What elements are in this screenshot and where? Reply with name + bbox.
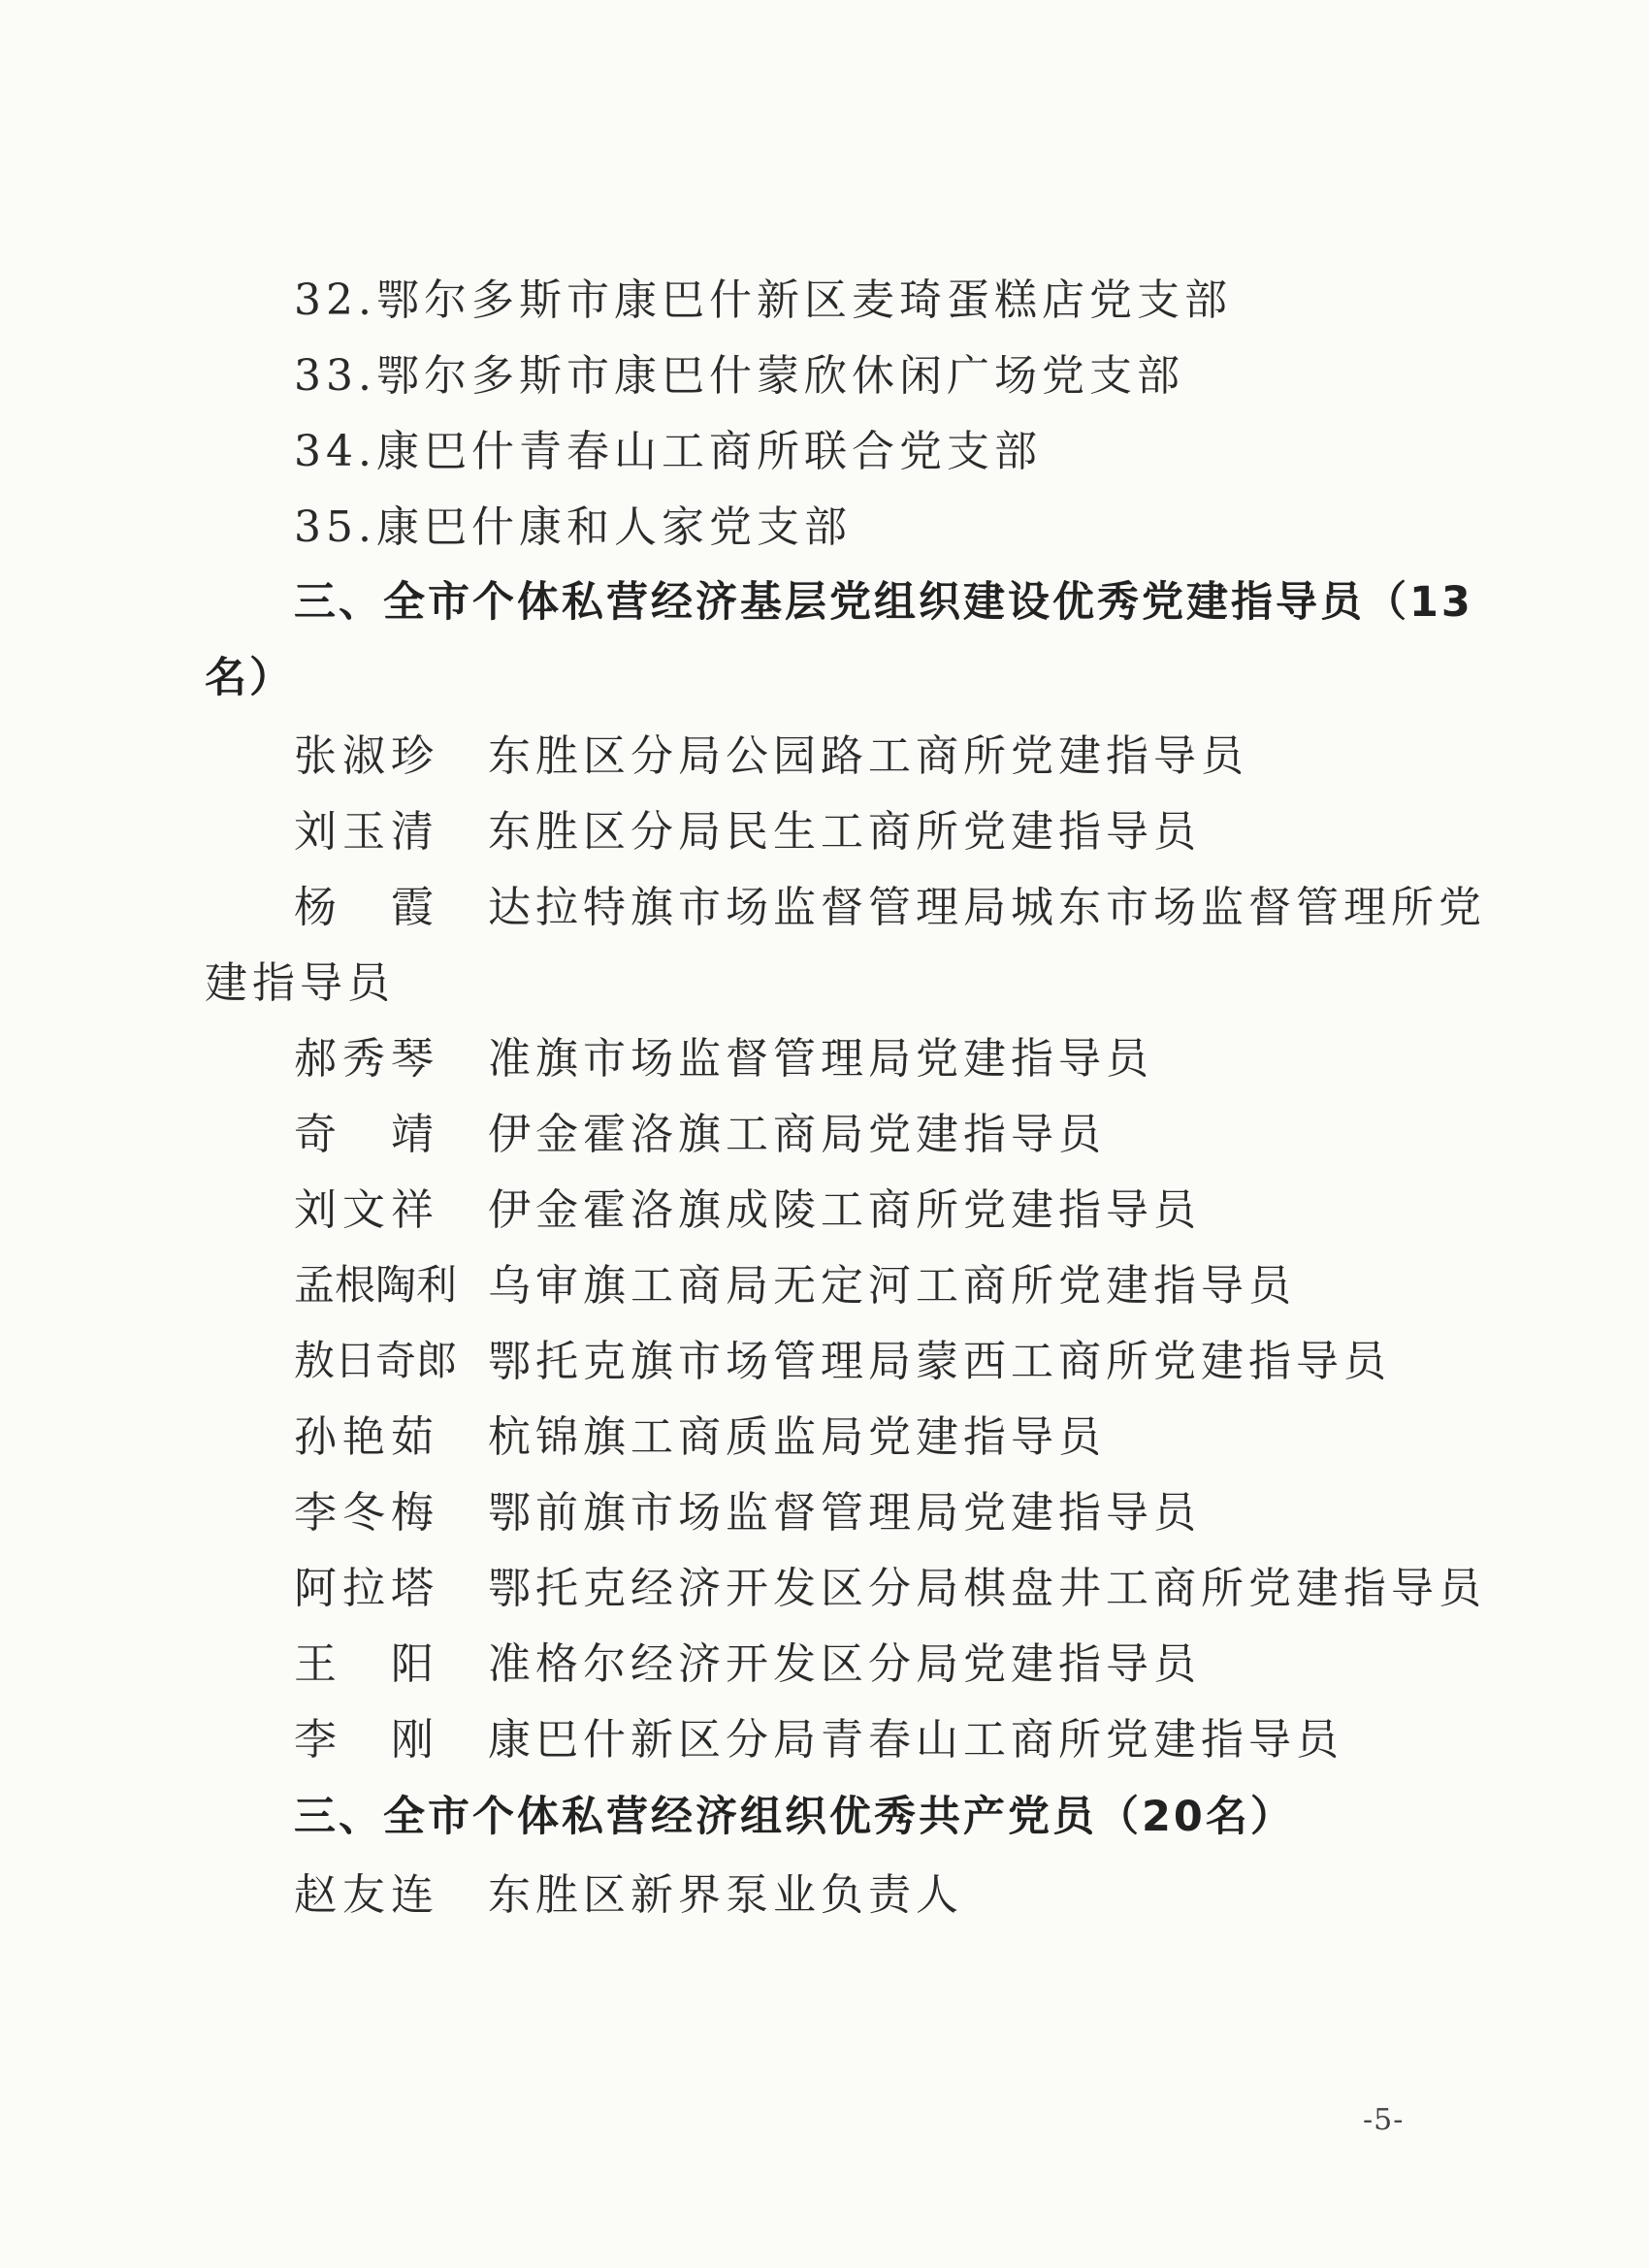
instructor-role: 鄂托克经济开发区分局棋盘井工商所党建指导员 bbox=[488, 1564, 1486, 1613]
instructor-role: 杭锦旗工商质监局党建指导员 bbox=[488, 1412, 1106, 1462]
instructor-name: 郝秀琴 bbox=[294, 1034, 439, 1084]
instructor-role: 准格尔经济开发区分局党建指导员 bbox=[488, 1639, 1201, 1689]
instructor-role: 鄂前旗市场监督管理局党建指导员 bbox=[488, 1488, 1201, 1538]
org-list-item: 34.康巴什青春山工商所联合党支部 bbox=[294, 427, 1042, 476]
section-heading-instructors-cont: 名） bbox=[205, 654, 294, 702]
instructor-name: 王 阳 bbox=[294, 1639, 439, 1689]
instructor-name: 刘文祥 bbox=[294, 1185, 439, 1235]
member-name: 赵友连 bbox=[294, 1870, 439, 1920]
instructor-name: 李冬梅 bbox=[294, 1488, 439, 1538]
instructor-name: 奇 靖 bbox=[294, 1110, 439, 1159]
instructor-role: 伊金霍洛旗工商局党建指导员 bbox=[488, 1110, 1106, 1159]
instructor-role: 乌审旗工商局无定河工商所党建指导员 bbox=[488, 1261, 1296, 1311]
member-role: 东胜区新界泵业负责人 bbox=[488, 1870, 963, 1920]
instructor-name: 阿拉塔 bbox=[294, 1564, 439, 1613]
org-list-item: 32.鄂尔多斯市康巴什新区麦琦蛋糕店党支部 bbox=[294, 275, 1232, 325]
instructor-name: 敖日奇郎 bbox=[294, 1337, 458, 1384]
org-list-item: 33.鄂尔多斯市康巴什蒙欣休闲广场党支部 bbox=[294, 351, 1184, 401]
instructor-name: 孟根陶利 bbox=[294, 1261, 458, 1309]
section-heading-members: 三、全市个体私营经济组织优秀共产党员（20名） bbox=[294, 1793, 1295, 1841]
instructor-role: 东胜区分局公园路工商所党建指导员 bbox=[488, 731, 1248, 781]
instructor-role: 东胜区分局民生工商所党建指导员 bbox=[488, 807, 1201, 857]
instructor-role-continuation: 建指导员 bbox=[205, 958, 395, 1008]
instructor-name: 杨 霞 bbox=[294, 883, 439, 932]
instructor-role: 康巴什新区分局青春山工商所党建指导员 bbox=[488, 1715, 1343, 1765]
instructor-role: 准旗市场监督管理局党建指导员 bbox=[488, 1034, 1153, 1084]
instructor-role: 伊金霍洛旗成陵工商所党建指导员 bbox=[488, 1185, 1201, 1235]
instructor-role: 鄂托克旗市场管理局蒙西工商所党建指导员 bbox=[488, 1337, 1391, 1386]
instructor-name: 李 刚 bbox=[294, 1715, 439, 1765]
org-list-item: 35.康巴什康和人家党支部 bbox=[294, 502, 852, 552]
instructor-role: 达拉特旗市场监督管理局城东市场监督管理所党 bbox=[488, 883, 1486, 932]
section-heading-instructors: 三、全市个体私营经济基层党组织建设优秀党建指导员（13 bbox=[294, 578, 1473, 627]
page-number: -5- bbox=[1363, 2103, 1405, 2137]
instructor-name: 孙艳茹 bbox=[294, 1412, 439, 1462]
instructor-name: 刘玉清 bbox=[294, 807, 439, 857]
instructor-name: 张淑珍 bbox=[294, 731, 439, 781]
